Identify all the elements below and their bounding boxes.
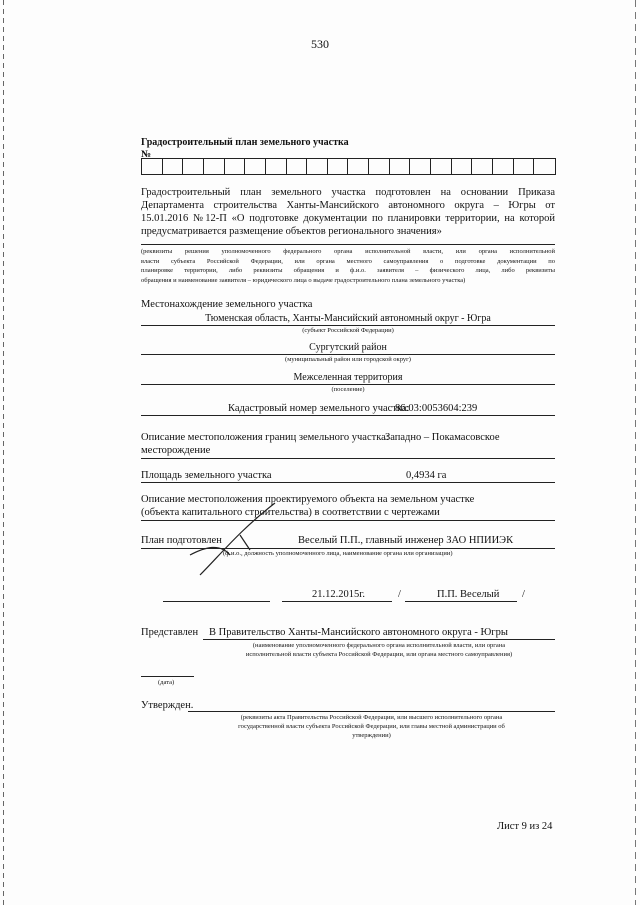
note-line: планировке территории, либо реквизиты обращения и ф.и.о. заявителя – физического лица, либо реквизиты <box>141 267 555 274</box>
cadastral-label: Кадастровый номер земельного участка: <box>228 403 410 414</box>
settlement-caption: (поселение) <box>331 386 365 393</box>
district-value: Сургутский район <box>309 342 387 353</box>
subject-caption: (субъект Российской Федерации) <box>302 327 394 334</box>
note-line: (реквизиты решения уполномоченного федерального органа исполнительной власти, или органа исполнительной <box>141 248 555 255</box>
approved-caption-line2: государственной власти субъекта Российской Федерации, или главы местной администрации об <box>238 723 505 730</box>
divider <box>203 639 555 640</box>
cadastral-value: 86:03:0053604:239 <box>395 403 478 414</box>
sheet-number: Лист 9 из 24 <box>497 821 553 832</box>
scan-edge-left <box>3 0 4 905</box>
presented-label: Представлен <box>141 627 199 638</box>
date-line <box>141 676 194 677</box>
note-line: власти субъекта Российской Федерации, или органа местного самоуправления о подготовке документации по <box>141 257 555 265</box>
divider <box>141 415 555 416</box>
approved-caption-line3: утверждении) <box>352 732 391 739</box>
district-caption: (муниципальный район или городской округ) <box>285 356 411 363</box>
divider <box>188 711 555 712</box>
prepared-value: Веселый П.П., главный инженер ЗАО НПИИЭК <box>298 535 514 546</box>
boundaries-label: Описание местоположения границ земельного участка: <box>141 432 389 443</box>
name-line <box>405 601 517 602</box>
object-line2: (объекта капитального строительства) в соответствии с чертежами <box>141 507 440 518</box>
subject-value: Тюменская область, Ханты-Мансийский автономный округ - Югра <box>205 313 491 324</box>
location-label: Местонахождение земельного участка <box>141 299 313 310</box>
signature-line <box>163 601 270 602</box>
requisites-note <box>141 247 555 285</box>
signing-separator: / <box>522 589 525 600</box>
intro-line: 15.01.2016 №12-П «О подготовке документации по планировки территории, на которой <box>141 213 555 224</box>
note-line: обращения и наименование заявителя – юридического лица о выдаче градостроительного плана земельного участка) <box>141 276 466 284</box>
prepared-label: План подготовлен <box>141 535 222 546</box>
page-number: 530 <box>311 37 329 51</box>
boundaries-value-line2: месторождение <box>141 445 211 456</box>
settlement-value: Межселенная территория <box>293 372 403 383</box>
date-line <box>282 601 392 602</box>
approved-caption-line1: (реквизиты акта Правительства Российской Федерации, или высшего исполнительного органа <box>240 714 503 721</box>
signing-date: 21.12.2015г. <box>312 589 365 600</box>
document-title: Градостроительный план земельного участка <box>141 137 349 148</box>
plan-number-grid <box>141 158 556 175</box>
intro-line: Градостроительный план земельного участка подготовлен на основании Приказа <box>141 187 555 198</box>
boundaries-value-line1: Западно – Покамасовское <box>385 432 500 443</box>
scan-edge-right <box>635 0 636 905</box>
divider <box>141 244 555 245</box>
divider <box>141 482 555 483</box>
presented-value: В Правительство Ханты-Мансийского автономного округа - Югры <box>209 627 508 638</box>
intro-line: Департамента строительства Ханты-Мансийского автономного округа – Югры от <box>141 200 555 211</box>
presented-caption-line2: исполнительной власти субъекта Российской Федерации, или органа местного самоуправления) <box>245 651 513 658</box>
area-label: Площадь земельного участка <box>141 470 272 481</box>
date-caption: (дата) <box>158 679 175 686</box>
approved-label: Утвержден. <box>141 700 194 711</box>
presented-caption-line1: (наименование уполномоченного федерального органа исполнительной власти, или органа <box>252 642 506 649</box>
signing-separator: / <box>398 589 401 600</box>
object-line1: Описание местоположения проектируемого объекта на земельном участке <box>141 494 475 505</box>
divider <box>141 458 555 459</box>
signer-name: П.П. Веселый <box>437 589 500 600</box>
number-label: № <box>141 149 152 160</box>
prepared-caption: (ф.и.о., должность уполномоченного лица, наименование органа или организации) <box>223 550 453 557</box>
area-value: 0,4934 га <box>406 470 447 481</box>
intro-paragraph <box>141 186 555 238</box>
intro-line: предусматривается размещение объектов регионального значения» <box>141 226 442 237</box>
